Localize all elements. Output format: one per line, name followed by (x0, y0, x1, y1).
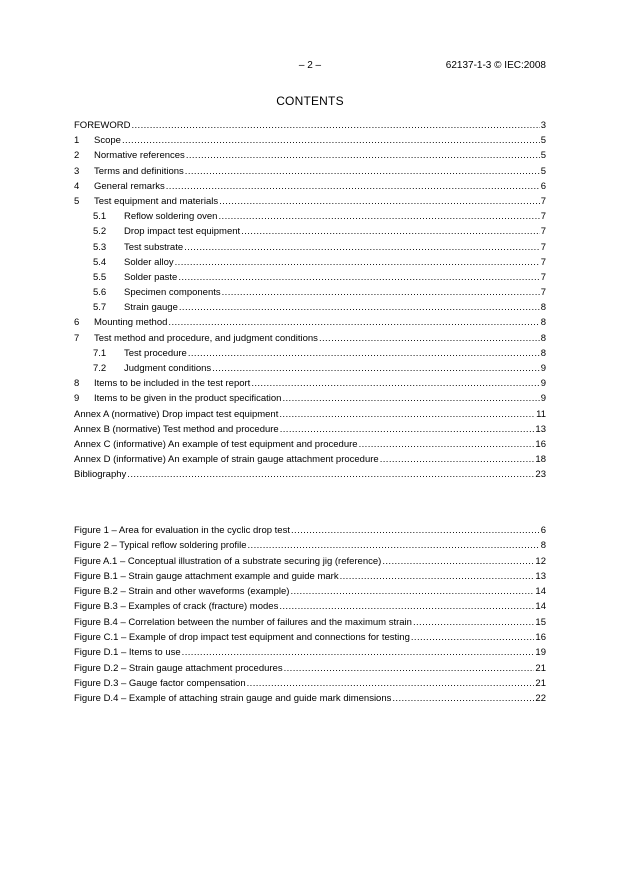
dot-leader (279, 599, 534, 614)
toc-entry-page: 7 (540, 226, 546, 238)
dot-leader (280, 422, 535, 437)
toc-entry[interactable] (74, 615, 546, 630)
toc-entry-page: 19 (535, 647, 546, 659)
toc-entry[interactable] (74, 676, 546, 691)
dot-leader (411, 630, 535, 645)
toc-entry-page: 7 (540, 271, 546, 283)
dot-leader (122, 133, 540, 148)
toc-entry-title: Figure C.1 – Example of drop impact test equipment and connections for testing (74, 632, 410, 644)
toc-entry-title: Drop impact test equipment (124, 226, 241, 238)
dot-leader (185, 164, 540, 179)
toc-entry-page: 6 (540, 525, 546, 536)
toc-entry-title: Test procedure (124, 347, 187, 359)
toc-entry-title: Figure A.1 – Conceptual illustration of a substrate securing jig (reference) (74, 555, 382, 567)
toc-entry-title: Figure B.1 – Strain gauge attachment example and guide mark (74, 570, 339, 582)
dot-leader (131, 118, 539, 133)
toc-entry[interactable] (74, 554, 546, 569)
toc-entry[interactable] (74, 407, 546, 422)
dot-leader (184, 240, 540, 255)
toc-entry-page: 8 (540, 540, 546, 552)
toc-entry[interactable] (74, 645, 546, 660)
toc-entry[interactable] (74, 270, 546, 285)
toc-entry[interactable] (74, 331, 546, 346)
toc-entry-title: Bibliography (74, 469, 127, 481)
dot-leader (282, 391, 539, 406)
dot-leader (291, 523, 540, 538)
toc-entry[interactable] (74, 691, 546, 706)
toc-entry[interactable] (74, 630, 546, 645)
toc-entry-number: 3 (74, 165, 80, 177)
dot-leader (127, 467, 534, 482)
toc-entry[interactable] (74, 391, 546, 406)
toc-entry-page: 9 (540, 363, 546, 374)
toc-entry[interactable] (74, 422, 546, 437)
toc-entry-title: General remarks (94, 180, 165, 192)
toc-entry-title: Annex A (normative) Drop impact test equipment (74, 408, 279, 420)
dot-leader (179, 300, 540, 315)
toc-entry-page: 15 (535, 616, 546, 628)
toc-entry-page: 3 (540, 120, 546, 131)
dot-leader (251, 376, 539, 391)
toc-entry-page: 8 (540, 302, 546, 314)
toc-entry-page: 8 (540, 347, 546, 359)
toc-entry[interactable] (74, 133, 546, 148)
document-reference: 62137-1-3 © IEC:2008 (445, 60, 546, 71)
toc-entry-page: 7 (540, 211, 546, 223)
toc-entry-title: Figure D.4 – Example of attaching strain gauge and guide mark dimensions (74, 693, 392, 705)
toc-entry[interactable] (74, 538, 546, 553)
toc-entry-title: Normative references (94, 150, 185, 162)
toc-entry-title: Annex B (normative) Test method and procedure (74, 423, 279, 435)
toc-entry-number: 5 (74, 195, 80, 207)
toc-entry-title: FOREWORD (74, 120, 131, 131)
toc-entry-page: 7 (540, 195, 546, 207)
toc-entry-number: 7 (74, 332, 80, 344)
toc-entry-title: Figure D.3 – Gauge factor compensation (74, 677, 246, 689)
toc-entry[interactable] (74, 209, 546, 224)
toc-entry-title: Test equipment and materials (94, 195, 219, 207)
toc-entry-title: Items to be given in the product specification (94, 393, 282, 405)
toc-entry-title: Solder paste (124, 271, 178, 283)
toc-entry-page: 13 (535, 570, 546, 582)
toc-entry-page: 14 (535, 586, 546, 598)
toc-entry-title: Reflow soldering oven (124, 211, 218, 223)
toc-entry-number: 6 (74, 317, 80, 329)
toc-entry-title: Scope (94, 135, 121, 147)
dot-leader (413, 615, 534, 630)
dot-leader (319, 331, 540, 346)
toc-entry-page: 12 (535, 555, 546, 567)
toc-entry[interactable] (74, 285, 546, 300)
toc-entry[interactable] (74, 240, 546, 255)
toc-entry-number: 8 (74, 378, 80, 390)
toc-entry-page: 21 (535, 677, 546, 689)
toc-entry[interactable] (74, 437, 546, 452)
toc-entry[interactable] (74, 467, 546, 482)
toc-entry[interactable] (74, 569, 546, 584)
toc-entry[interactable] (74, 346, 546, 361)
toc-entry[interactable] (74, 361, 546, 376)
dot-leader (241, 224, 540, 239)
dot-leader (392, 691, 534, 706)
dot-leader (175, 255, 540, 270)
toc-entry-page: 6 (540, 180, 546, 192)
toc-entry[interactable] (74, 661, 546, 676)
toc-entry-page: 9 (540, 378, 546, 390)
toc-entry-page: 9 (540, 393, 546, 405)
dot-leader (218, 209, 539, 224)
toc-entry[interactable] (74, 452, 546, 467)
toc-entry-page: 8 (540, 332, 546, 344)
toc-entry[interactable] (74, 148, 546, 163)
toc-entry-page: 21 (535, 662, 546, 674)
toc-entry-title: Test method and procedure, and judgment conditions (94, 332, 318, 344)
toc-entry-page: 7 (540, 241, 546, 253)
table-of-contents (74, 118, 546, 483)
dot-leader (168, 315, 539, 330)
dot-leader (290, 584, 534, 599)
dot-leader (166, 179, 540, 194)
toc-entry-number: 1 (74, 135, 80, 147)
toc-entry-number: 7.2 (93, 363, 107, 374)
dot-leader (359, 437, 535, 452)
dot-leader (382, 554, 534, 569)
toc-entry[interactable] (74, 584, 546, 599)
dot-leader (222, 285, 540, 300)
toc-entry-number: 5.4 (93, 256, 107, 268)
toc-entry-number: 5.1 (93, 211, 107, 223)
toc-entry-title: Mounting method (94, 317, 168, 329)
toc-entry[interactable] (74, 523, 546, 538)
toc-entry-title: Terms and definitions (94, 165, 184, 177)
toc-entry-page: 13 (535, 423, 546, 435)
toc-entry-number: 5.6 (93, 287, 107, 299)
dot-leader (188, 346, 540, 361)
toc-entry-number: 2 (74, 150, 80, 162)
toc-entry-title: Figure D.2 – Strain gauge attachment procedures (74, 662, 283, 674)
toc-entry[interactable] (74, 224, 546, 239)
dot-leader (186, 148, 540, 163)
dot-leader (248, 538, 540, 553)
toc-entry-title: Strain gauge (124, 302, 178, 314)
toc-entry-page: 5 (540, 150, 546, 162)
toc-entry-page: 16 (535, 438, 546, 450)
list-of-figures (74, 523, 546, 707)
toc-entry-title: Figure B.3 – Examples of crack (fracture) modes (74, 601, 279, 613)
dot-leader (340, 569, 535, 584)
dot-leader (284, 661, 535, 676)
dot-leader (212, 361, 540, 376)
toc-entry-page: 23 (535, 469, 546, 481)
toc-entry-number: 5.5 (93, 271, 107, 283)
dot-leader (380, 452, 535, 467)
toc-entry-title: Annex C (informative) An example of test equipment and procedure (74, 438, 358, 450)
toc-entry[interactable] (74, 599, 546, 614)
toc-entry-number: 4 (74, 180, 80, 192)
toc-entry-title: Specimen components (124, 287, 221, 299)
toc-entry-page: 18 (535, 454, 546, 466)
dot-leader (247, 676, 535, 691)
toc-entry-page: 5 (540, 135, 546, 147)
toc-entry-title: Figure D.1 – Items to use (74, 647, 181, 659)
dot-leader (178, 270, 539, 285)
toc-entry-title: Figure B.2 – Strain and other waveforms (example) (74, 586, 290, 598)
toc-entry-page: 14 (535, 601, 546, 613)
toc-entry-title: Solder alloy (124, 256, 174, 268)
toc-entry-page: 11 (536, 408, 546, 420)
toc-entry[interactable] (74, 179, 546, 194)
toc-entry-page: 5 (540, 165, 546, 177)
dot-leader (219, 194, 540, 209)
toc-entry-number: 7.1 (93, 347, 107, 359)
toc-entry-page: 22 (535, 693, 546, 705)
dot-leader (279, 407, 535, 422)
toc-entry-title: Items to be included in the test report (94, 378, 251, 390)
toc-entry-title: Judgment conditions (124, 363, 212, 374)
toc-entry-number: 9 (74, 393, 80, 405)
toc-entry-number: 5.2 (93, 226, 107, 238)
dot-leader (182, 645, 535, 660)
toc-entry[interactable] (74, 376, 546, 391)
page-number: – 2 – (298, 60, 322, 71)
toc-entry-number: 5.7 (93, 302, 107, 314)
toc-entry[interactable] (74, 118, 546, 133)
toc-entry-title: Figure 1 – Area for evaluation in the cyclic drop test (74, 525, 290, 536)
toc-entry-title: Figure B.4 – Correlation between the number of failures and the maximum strain (74, 616, 412, 628)
toc-entry-number: 5.3 (93, 241, 107, 253)
contents-title: CONTENTS (276, 94, 344, 108)
toc-entry-page: 8 (540, 317, 546, 329)
toc-entry[interactable] (74, 315, 546, 330)
toc-entry[interactable] (74, 164, 546, 179)
toc-entry[interactable] (74, 300, 546, 315)
toc-entry[interactable] (74, 194, 546, 209)
toc-entry-page: 16 (535, 632, 546, 644)
toc-entry-title: Annex D (informative) An example of strain gauge attachment procedure (74, 454, 379, 466)
toc-entry-page: 7 (540, 256, 546, 268)
toc-entry[interactable] (74, 255, 546, 270)
toc-entry-title: Figure 2 – Typical reflow soldering profile (74, 540, 247, 552)
page-header (74, 60, 546, 74)
toc-entry-title: Test substrate (124, 241, 184, 253)
toc-entry-page: 7 (540, 287, 546, 299)
